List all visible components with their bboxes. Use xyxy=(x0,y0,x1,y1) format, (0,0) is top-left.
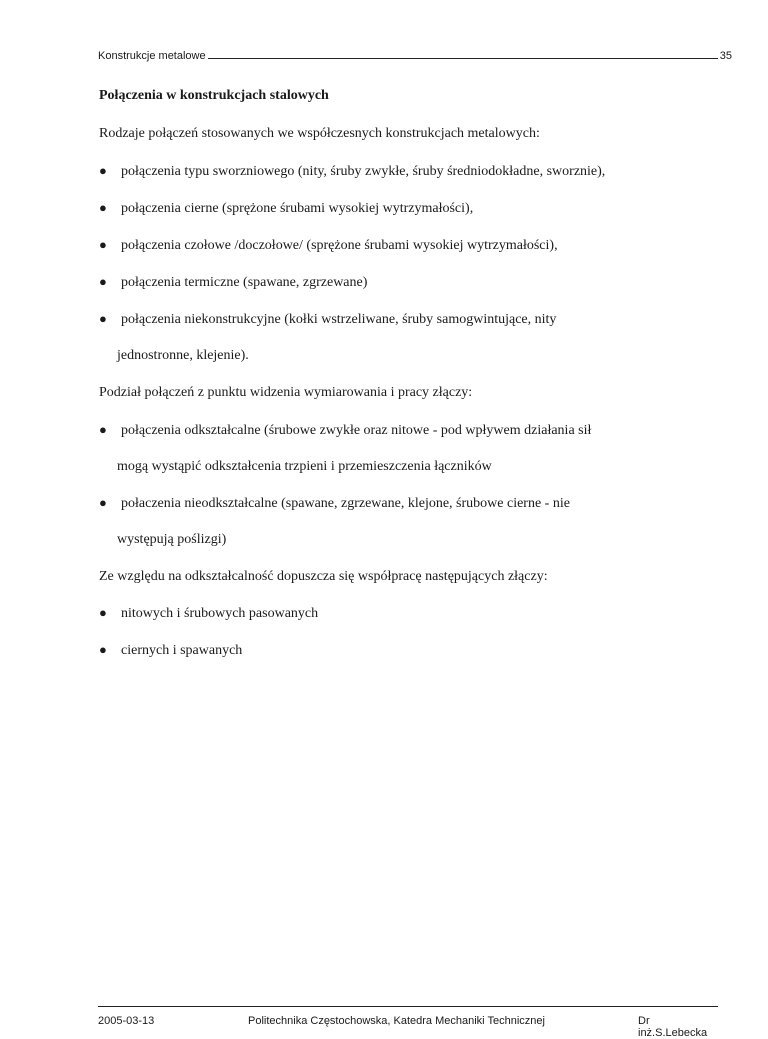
list-item-continuation: występują poślizgi) xyxy=(117,532,227,547)
section-title: Połączenia w konstrukcjach stalowych xyxy=(99,88,329,103)
list-item: ● nitowych i śrubowych pasowanych xyxy=(99,605,319,621)
bullet-icon: ● xyxy=(99,642,107,657)
list-item-continuation: jednostronne, klejenie). xyxy=(117,348,249,363)
section3-intro: Ze względu na odkształcalność dopuszcza się współpracę następujących złączy: xyxy=(99,569,548,584)
section1-intro: Rodzaje połączeń stosowanych we współczesnych konstrukcjach metalowych: xyxy=(99,126,540,141)
list-item: ● połaczenia nieodkształcalne (spawane, zgrzewane, klejone, śrubowe cierne - nie xyxy=(99,495,570,511)
list-item: ● połączenia termiczne (spawane, zgrzewane) xyxy=(99,274,368,290)
list-item: ● połączenia niekonstrukcyjne (kołki wstrzeliwane, śruby samogwintujące, nity xyxy=(99,311,557,327)
header-rule xyxy=(208,58,718,59)
header-title: Konstrukcje metalowe xyxy=(98,50,206,62)
bullet-icon: ● xyxy=(99,605,107,620)
page-footer xyxy=(98,1006,718,1037)
footer-date: 2005-03-13 xyxy=(98,1015,155,1027)
list-item: ● połączenia czołowe /doczołowe/ (sprężone śrubami wysokiej wytrzymałości), xyxy=(99,237,558,253)
list-item-continuation: mogą wystąpić odkształcenia trzpieni i przemieszczenia łączników xyxy=(117,459,492,474)
section2-intro: Podział połączeń z punktu widzenia wymiarowania i pracy złączy: xyxy=(99,385,473,400)
list-item: ● połączenia odkształcalne (śrubowe zwykłe oraz nitowe - pod wpływem działania sił xyxy=(99,422,592,438)
page-number: 35 xyxy=(719,50,732,62)
footer-institution: Politechnika Częstochowska, Katedra Mechaniki Technicznej xyxy=(248,1015,545,1027)
page-header xyxy=(98,44,732,62)
bullet-icon: ● xyxy=(99,311,107,326)
list-item: ● połączenia typu sworzniowego (nity, śruby zwykłe, śruby średniodokładne, sworznie), xyxy=(99,163,606,179)
list-item: ● ciernych i spawanych xyxy=(99,642,243,658)
bullet-icon: ● xyxy=(99,200,107,215)
list-item: ● połączenia cierne (sprężone śrubami wysokiej wytrzymałości), xyxy=(99,200,474,216)
bullet-icon: ● xyxy=(99,495,107,510)
footer-author: Dr inż.S.Lebecka xyxy=(638,1015,708,1039)
bullet-icon: ● xyxy=(99,237,107,252)
bullet-icon: ● xyxy=(99,274,107,289)
bullet-icon: ● xyxy=(99,422,107,437)
bullet-icon: ● xyxy=(99,163,107,178)
